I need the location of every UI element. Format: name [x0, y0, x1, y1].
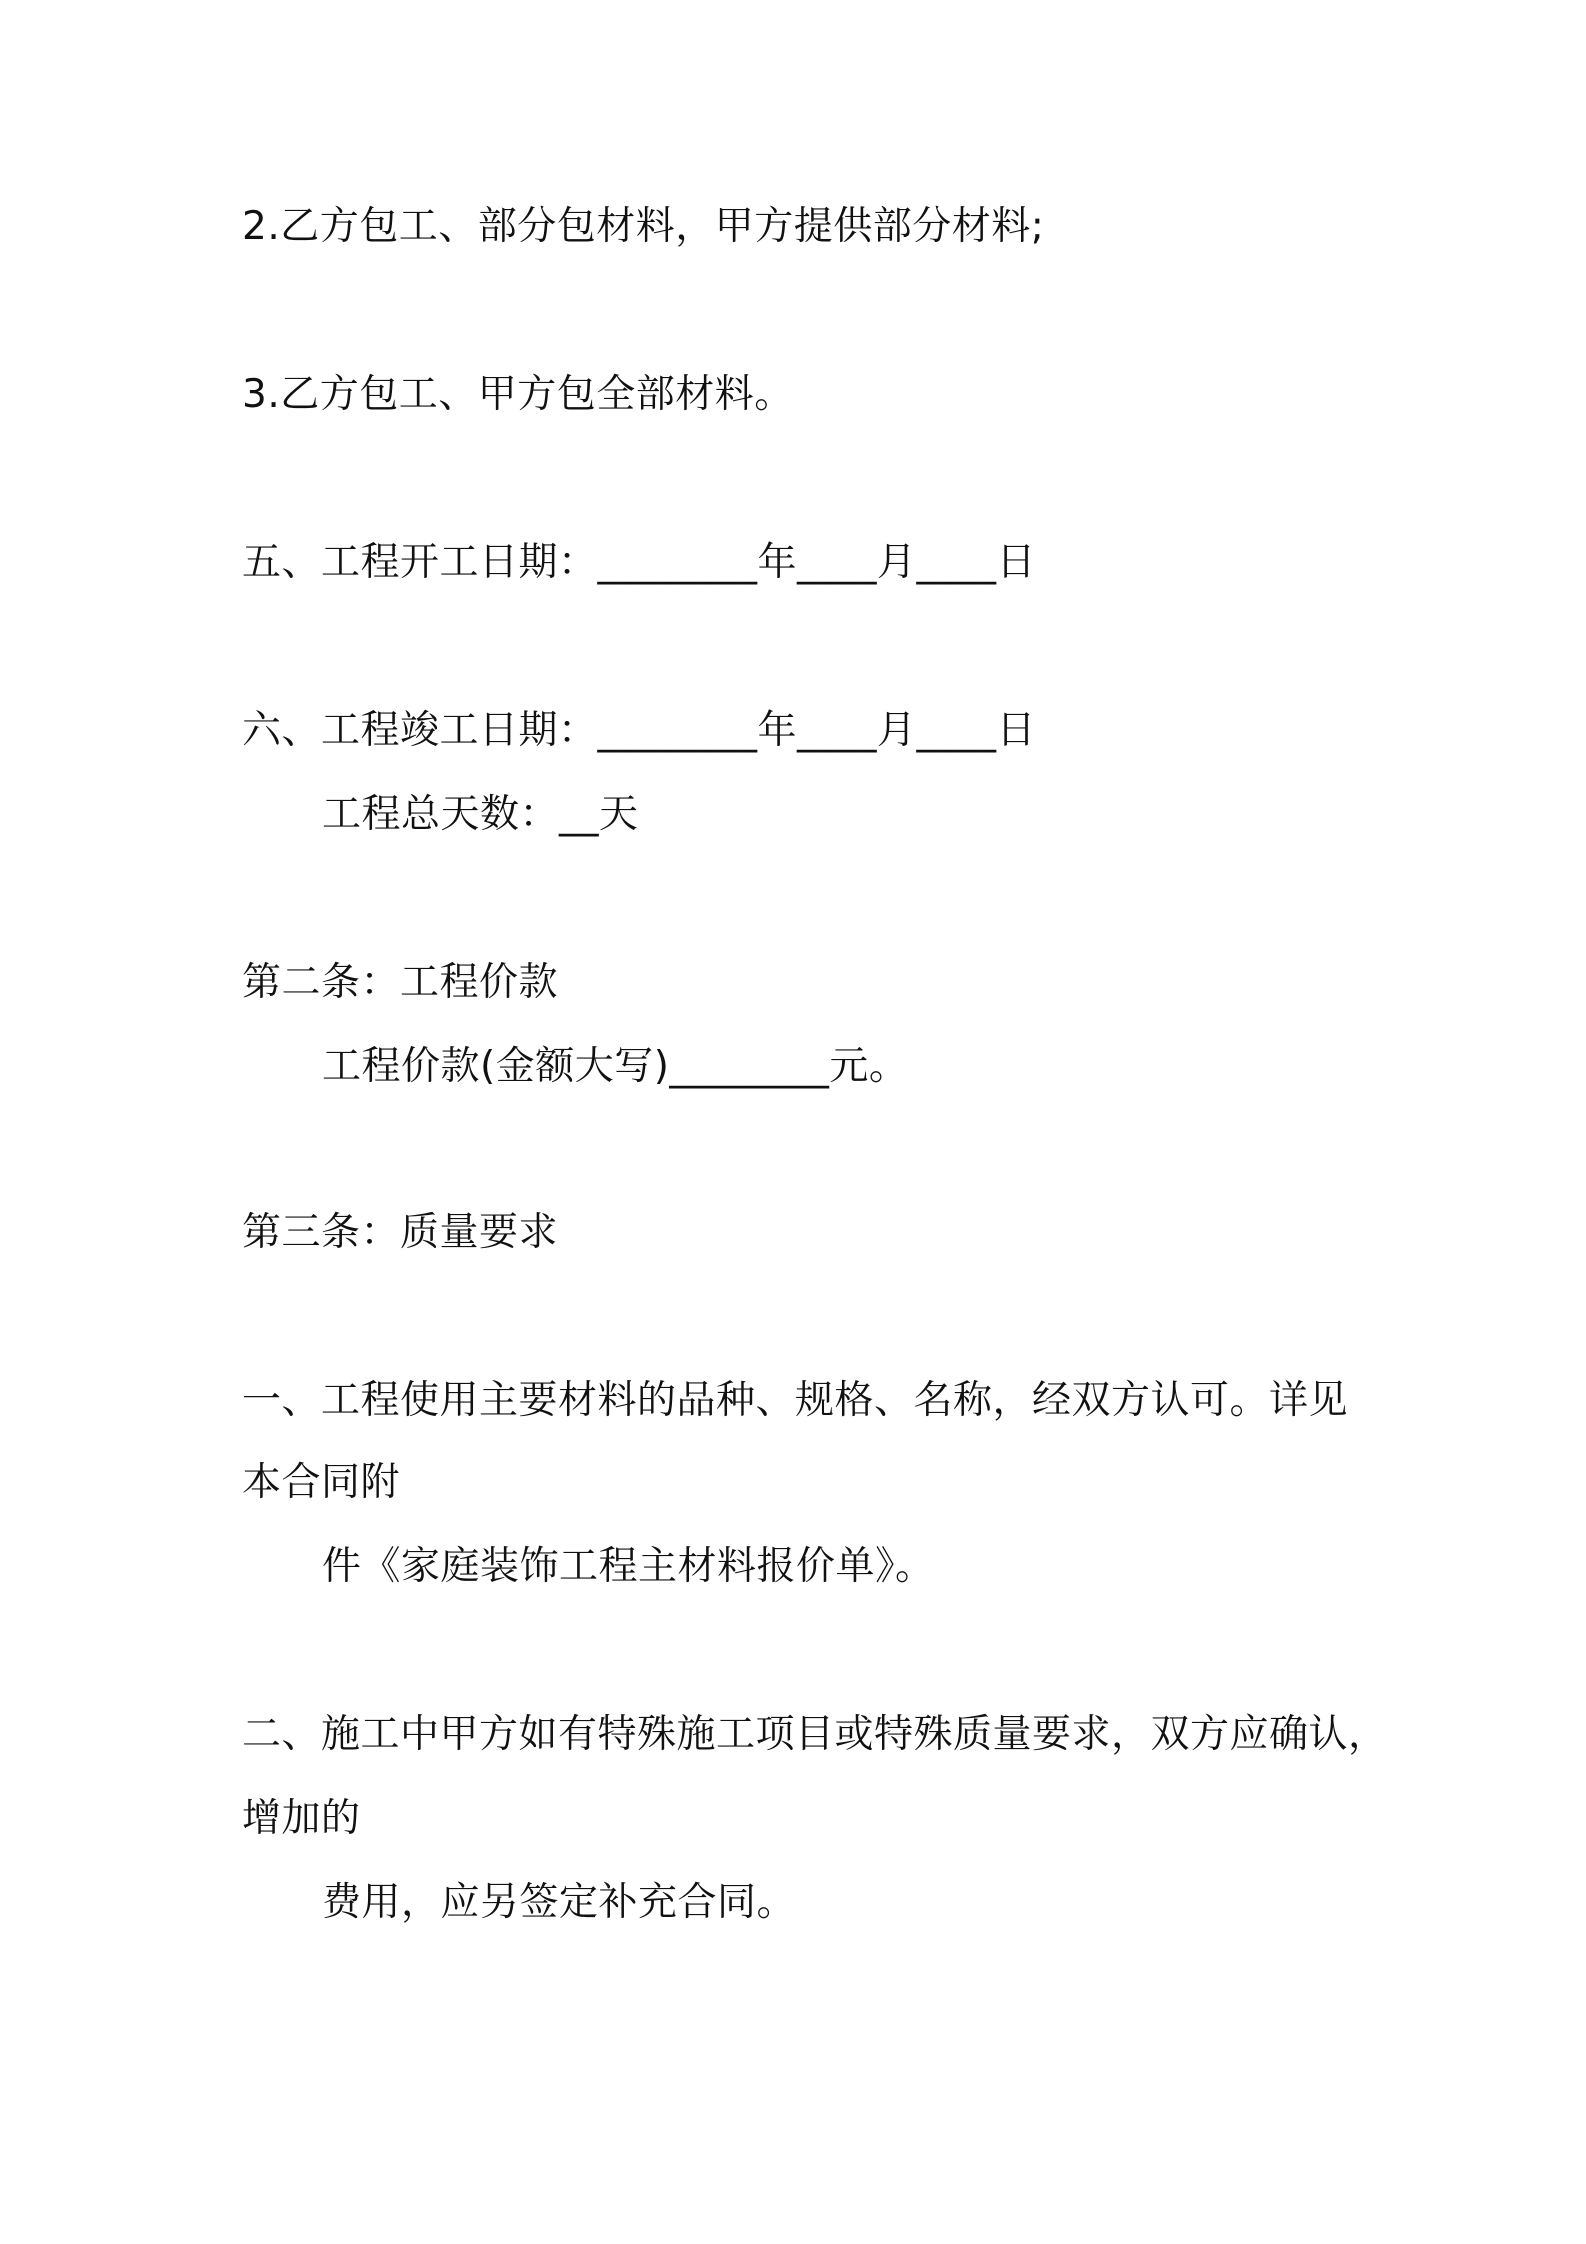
clause-line-3: 3.乙方包工、甲方包全部材料。 — [242, 372, 794, 417]
quality-clause-one-attachment: 件《家庭装饰工程主材料报价单》。 — [322, 1544, 935, 1589]
article-two-heading: 第二条：工程价款 — [242, 960, 559, 1005]
article-three-heading: 第三条：质量要求 — [242, 1210, 559, 1255]
quality-clause-one-cont: 本合同附 — [242, 1460, 401, 1505]
clause-line-2: 2.乙方包工、部分包材料，甲方提供部分材料; — [242, 204, 1045, 249]
start-date-line: 五、工程开工日期：________年____月____日 — [242, 540, 1037, 585]
quality-clause-two-fee: 费用，应另签定补充合同。 — [322, 1880, 797, 1925]
quality-clause-one: 一、工程使用主要材料的品种、规格、名称，经双方认可。详见 — [242, 1378, 1349, 1423]
quality-clause-two-cont: 增加的 — [242, 1796, 361, 1841]
total-days-line: 工程总天数：__天 — [322, 792, 639, 837]
quality-clause-two: 二、施工中甲方如有特殊施工项目或特殊质量要求，双方应确认， — [242, 1712, 1388, 1757]
completion-date-line: 六、工程竣工日期：________年____月____日 — [242, 708, 1037, 753]
price-amount-line: 工程价款(金额大写)________元。 — [322, 1044, 909, 1089]
